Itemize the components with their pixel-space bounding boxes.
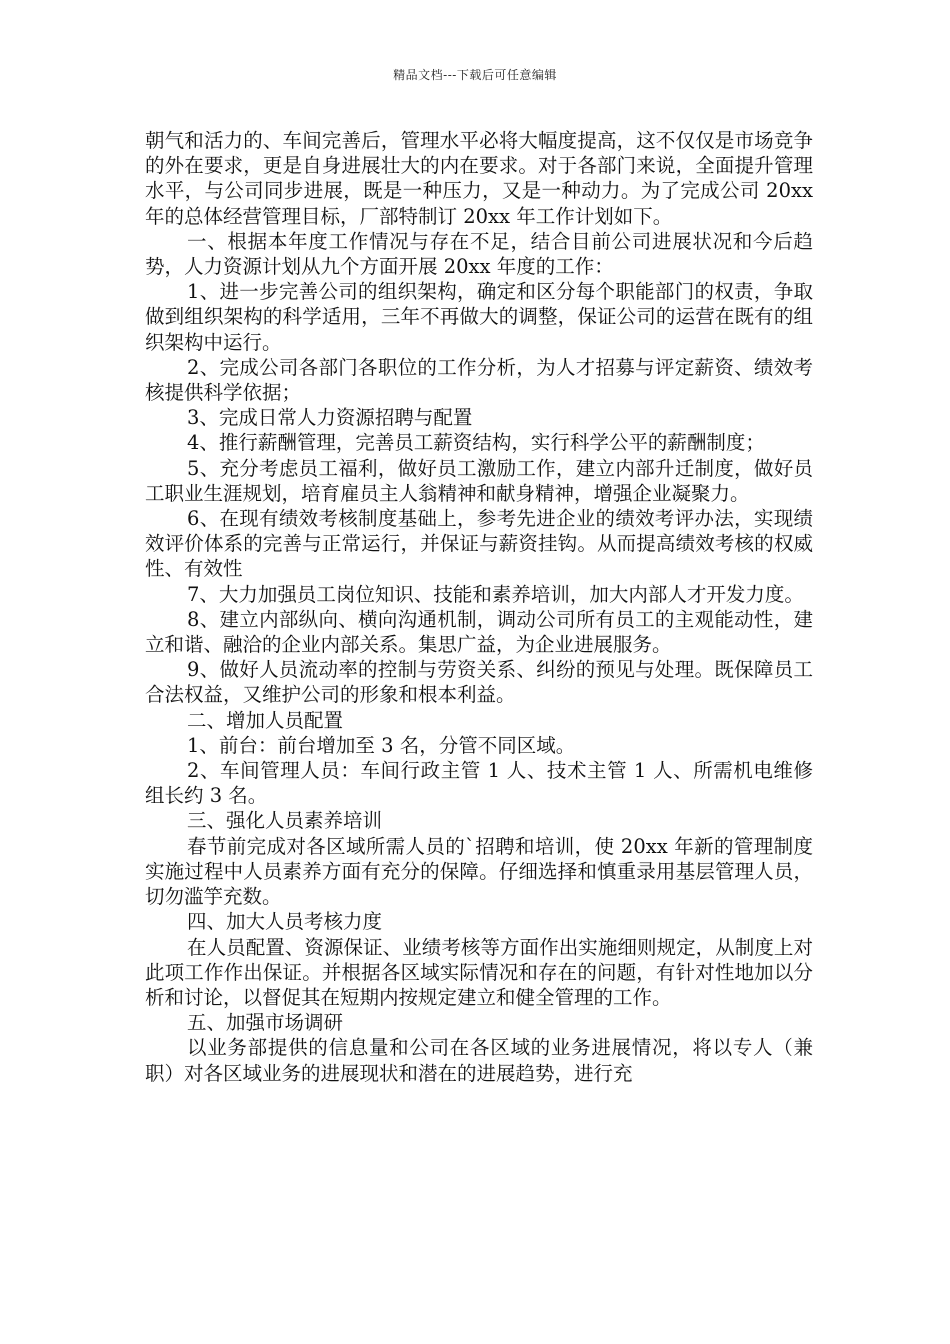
list-item: 5、充分考虑员工福利，做好员工激励工作，建立内部升迁制度，做好员工职业生涯规划，培育雇员主人翁精神和献身精神，增强企业凝聚力。	[145, 456, 813, 505]
list-item: 7、大力加强员工岗位知识、技能和素养培训，加大内部人才开发力度。	[187, 582, 804, 606]
list-item: 6、在现有绩效考核制度基础上，参考先进企业的绩效考评办法，实现绩效评价体系的完善与正常运行，并保证与薪资挂钩。从而提高绩效考核的权威性、有效性	[145, 507, 813, 581]
list-item: 4、推行薪酬管理，完善员工薪资结构，实行科学公平的薪酬制度；	[187, 431, 765, 455]
list-item: 1、进一步完善公司的组织架构，确定和区分每个职能部门的权责，争取做到组织架构的科学适用，三年不再做大的调整，保证公司的运营在既有的组织架构中运行。	[145, 280, 813, 354]
section-heading: 五、加强市场调研	[187, 1011, 344, 1035]
section-heading: 一、根据本年度工作情况与存在不足，结合目前公司进展状况和今后趋势，人力资源计划从九个方面开展 20xx 年度的工作：	[145, 229, 813, 279]
list-item: 8、建立内部纵向、横向沟通机制，调动公司所有员工的主观能动性，建立和谐、融洽的企业内部关系。集思广益，为企业进展服务。	[145, 607, 813, 657]
list-item: 2、完成公司各部门各职位的工作分析，为人才招募与评定薪资、绩效考核提供科学依据；	[145, 355, 813, 405]
section-heading: 四、加大人员考核力度	[187, 910, 383, 934]
paragraph: 春节前完成对各区域所需人员的`招聘和培训，使 20xx 年新的管理制度实施过程中人员素养方面有充分的保障。仔细选择和慎重录用基层管理人员，切勿滥竽充数。	[145, 834, 813, 909]
section-heading: 二、增加人员配置	[187, 708, 344, 732]
document-body	[145, 128, 813, 1086]
list-item: 9、做好人员流动率的控制与劳资关系、纠纷的预见与处理。既保障员工合法权益，又维护公司的形象和根本利益。	[145, 658, 813, 707]
paragraph: 朝气和活力的、车间完善后，管理水平必将大幅度提高，这不仅仅是市场竞争的外在要求，更是自身进展壮大的内在要求。对于各部门来说，全面提升管理水平，与公司同步进展，既是一种压力，又是一种动力。为了完成公司 20xx 年的总体经营管理目标，厂部特制订 20xx 年工作计划如下。	[145, 129, 813, 228]
section-heading: 三、强化人员素养培训	[187, 809, 383, 833]
list-item: 1、前台：前台增加至 3 名，分管不同区域。	[187, 733, 576, 757]
page-header: 精品文档---下载后可任意编辑	[393, 68, 557, 82]
paragraph: 以业务部提供的信息量和公司在各区域的业务进展情况，将以专人（兼职）对各区域业务的进展现状和潜在的进展趋势，进行充	[145, 1036, 813, 1085]
paragraph: 在人员配置、资源保证、业绩考核等方面作出实施细则规定，从制度上对此项工作作出保证。并根据各区域实际情况和存在的问题，有针对性地加以分析和讨论，以督促其在短期内按规定建立和健全管理的工作。	[145, 935, 813, 1009]
list-item: 3、完成日常人力资源招聘与配置	[187, 406, 473, 430]
list-item: 2、车间管理人员：车间行政主管 1 人、技术主管 1 人、所需机电维修组长约 3 名。	[145, 759, 813, 808]
